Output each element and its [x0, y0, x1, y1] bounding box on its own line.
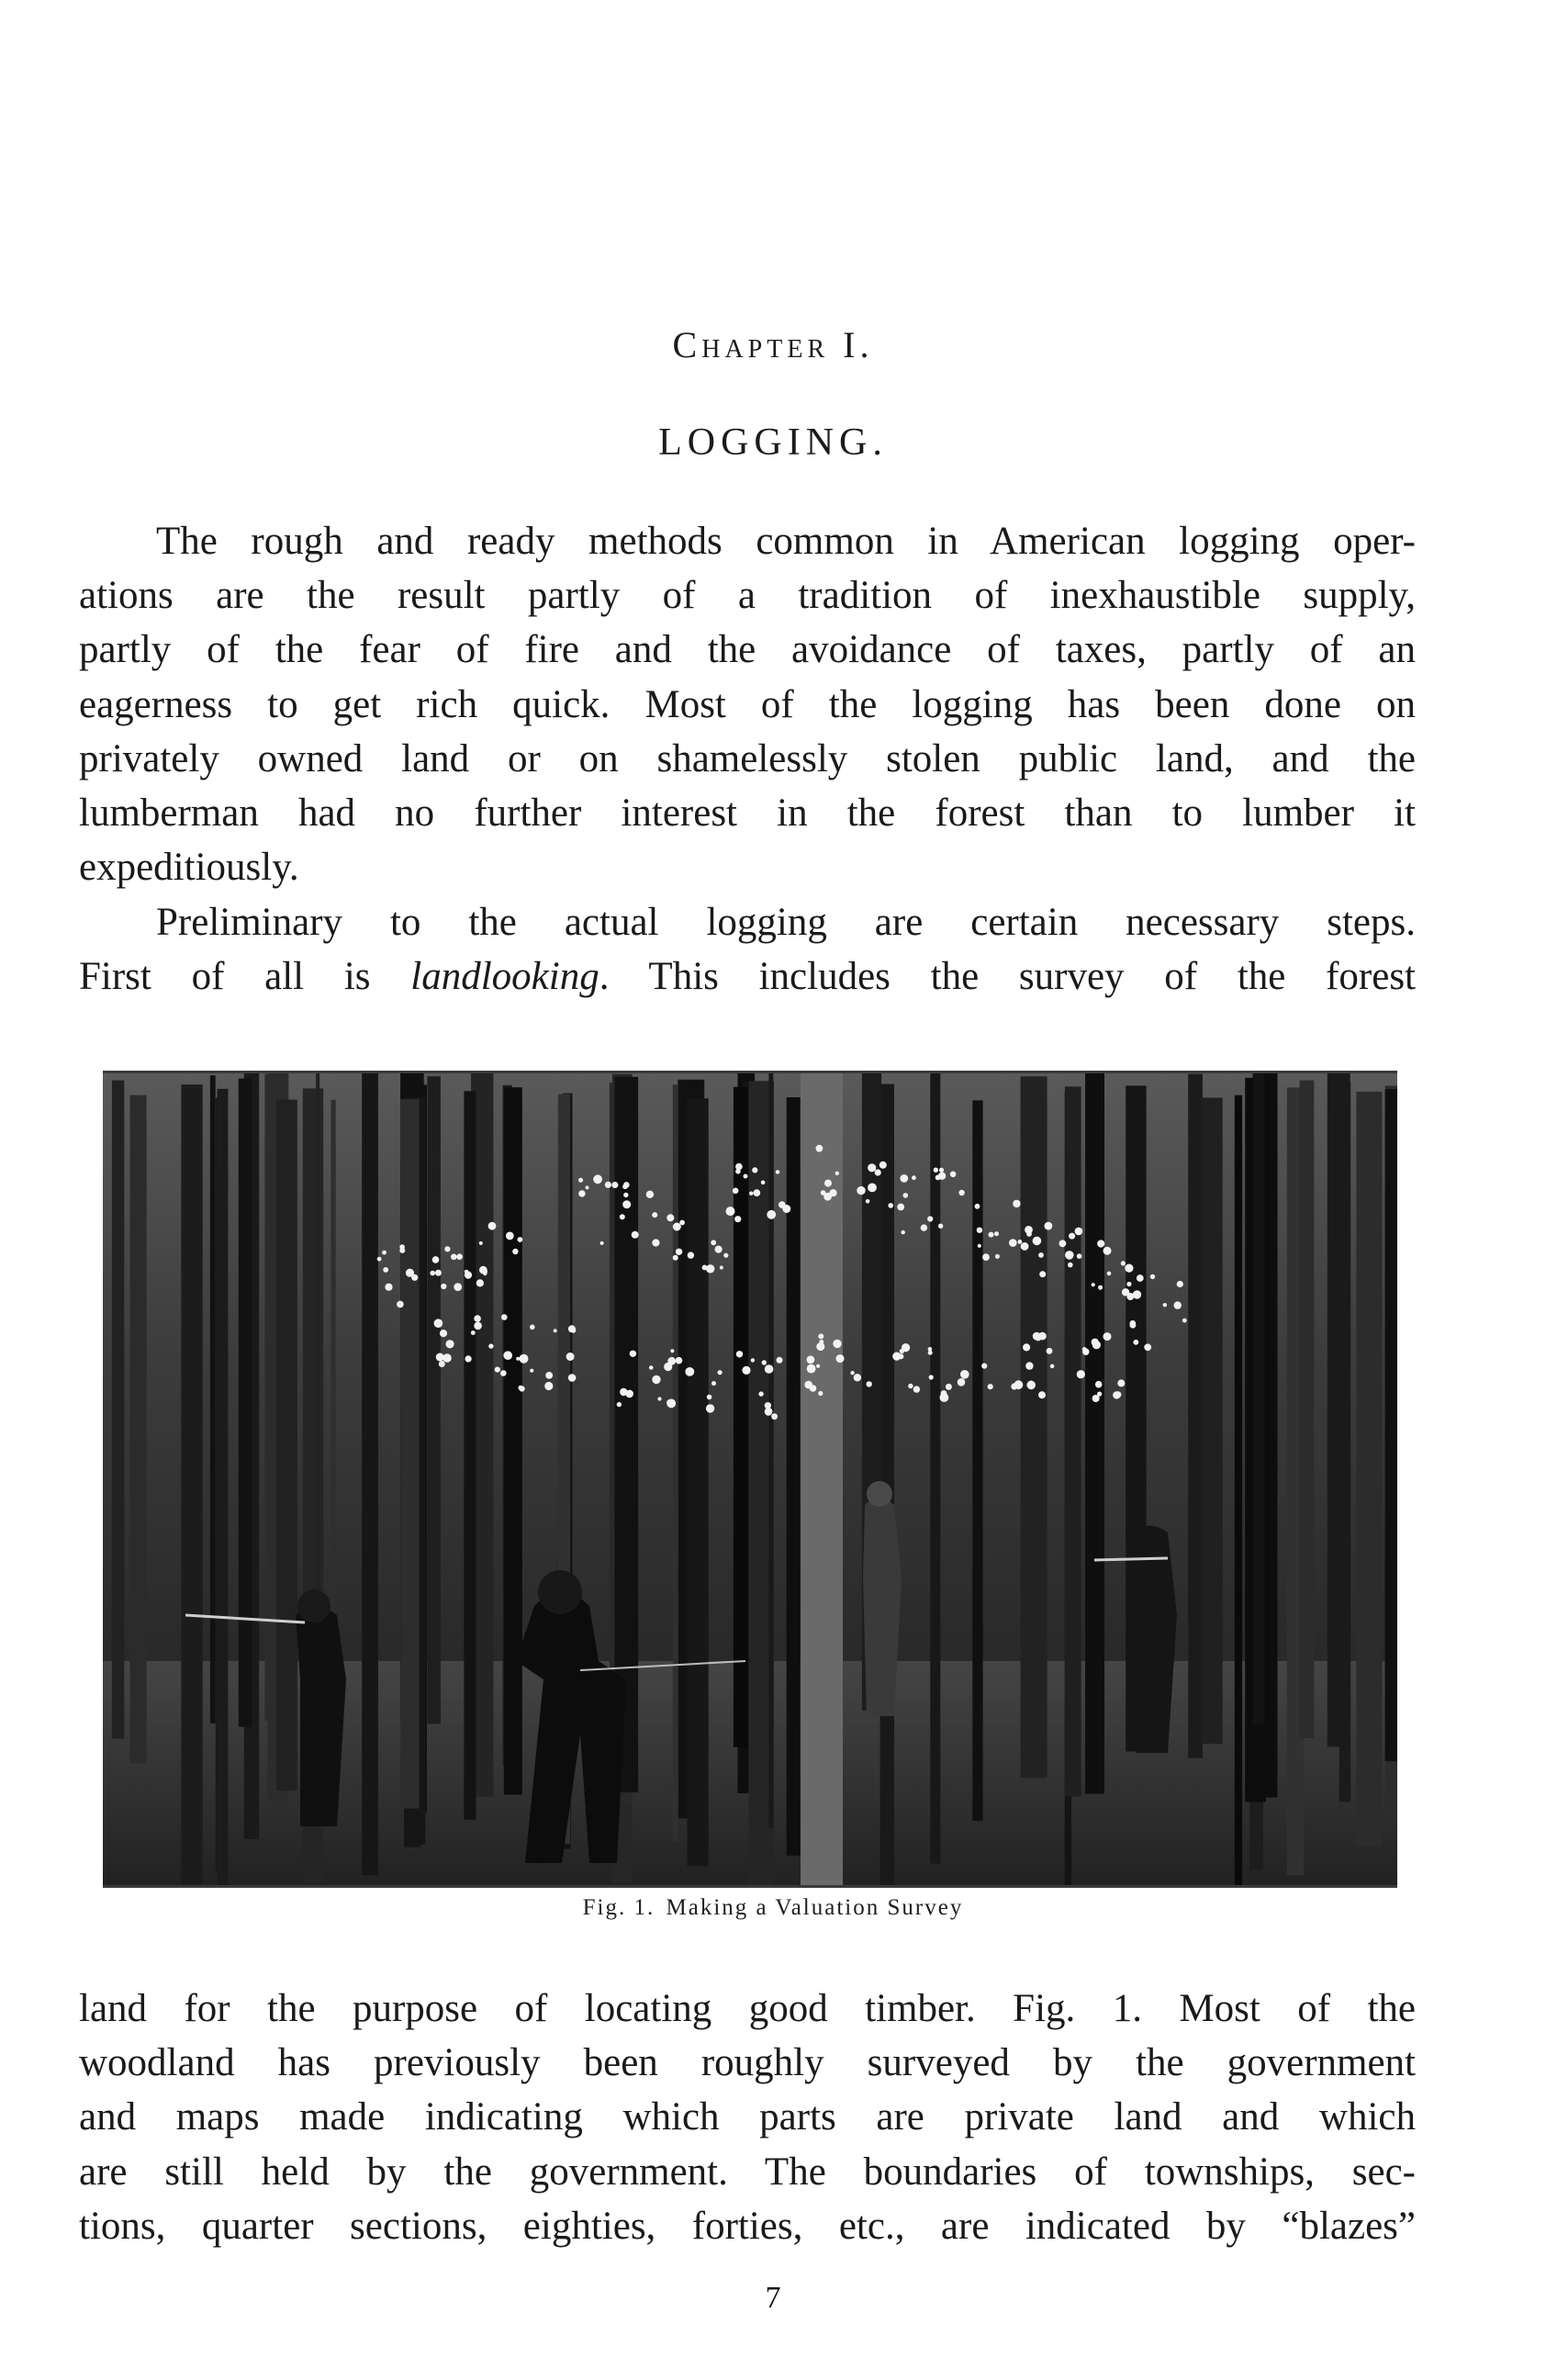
light-dot — [436, 1353, 444, 1362]
light-dot — [451, 1254, 457, 1261]
light-dot — [617, 1402, 622, 1407]
light-dot — [1038, 1391, 1046, 1398]
light-dot — [465, 1270, 469, 1274]
light-dot — [816, 1145, 823, 1152]
text-line: eagerness to get rich quick. Most of the logging has been done on — [79, 682, 1416, 726]
light-dot — [776, 1170, 779, 1173]
light-dot — [1059, 1240, 1067, 1247]
light-dot — [946, 1384, 952, 1390]
forest-photo-image — [103, 1073, 1397, 1885]
tree-trunk — [1328, 1073, 1350, 1746]
light-dot — [397, 1301, 404, 1308]
light-dot — [978, 1244, 981, 1248]
light-dot — [1163, 1303, 1167, 1307]
light-dot — [1025, 1362, 1033, 1369]
tree-trunk — [1188, 1074, 1203, 1758]
figure-photo — [103, 1071, 1397, 1888]
light-dot — [518, 1237, 523, 1242]
text-line — [79, 949, 1416, 1004]
figure-caption — [0, 1895, 1546, 1921]
light-dot — [476, 1279, 484, 1286]
light-dot — [1103, 1247, 1112, 1255]
light-dot — [752, 1167, 757, 1173]
tree-trunk — [1065, 1086, 1081, 1796]
light-dot — [989, 1232, 994, 1238]
light-dot — [432, 1256, 440, 1263]
light-dot — [824, 1180, 832, 1187]
light-dot — [912, 1175, 916, 1180]
light-dot — [649, 1365, 654, 1370]
light-dot — [1028, 1381, 1033, 1386]
light-dot — [1117, 1379, 1125, 1386]
light-dot — [1021, 1242, 1029, 1251]
light-dot — [399, 1248, 405, 1253]
light-dot — [1182, 1319, 1187, 1323]
light-dot — [652, 1212, 657, 1218]
section-title: LOGGING. — [658, 421, 888, 464]
light-dot — [734, 1216, 741, 1222]
paragraph-2 — [79, 895, 1416, 1004]
light-dot — [1130, 1322, 1137, 1329]
light-dot — [833, 1192, 837, 1196]
text-line: partly of the fear of fire and the avoidance of taxes, partly of an — [79, 628, 1416, 672]
light-dot — [1103, 1332, 1112, 1341]
light-dot — [652, 1239, 659, 1246]
light-dot — [474, 1322, 482, 1330]
light-dot — [1077, 1253, 1082, 1259]
light-dot — [921, 1224, 927, 1230]
light-dot — [749, 1192, 753, 1196]
light-dot — [908, 1384, 913, 1388]
tree-trunk — [112, 1081, 124, 1739]
light-dot — [593, 1174, 602, 1184]
light-dot — [928, 1351, 933, 1355]
light-dot — [868, 1184, 877, 1193]
light-dot — [1039, 1271, 1046, 1277]
tree-trunk — [688, 1098, 709, 1866]
light-dot — [1077, 1370, 1085, 1378]
text-line: tions, quarter sections, eighties, forties, etc., are indicated by “blazes” — [79, 2204, 1416, 2248]
light-dot — [935, 1175, 941, 1181]
light-dot — [566, 1353, 575, 1361]
light-dot — [503, 1351, 512, 1360]
light-dot — [385, 1284, 392, 1291]
light-dot — [1126, 1282, 1131, 1286]
light-dot — [1144, 1343, 1151, 1351]
light-dot — [646, 1191, 654, 1198]
light-dot — [1113, 1391, 1120, 1398]
light-dot — [706, 1404, 714, 1412]
light-dot — [726, 1207, 735, 1216]
light-dot — [474, 1315, 481, 1322]
light-dot — [568, 1325, 576, 1332]
tree-trunk — [1235, 1095, 1242, 1885]
light-dot — [501, 1314, 508, 1320]
caption-text: Making a Valuation Survey — [666, 1895, 964, 1920]
light-dot — [819, 1340, 823, 1344]
light-dot — [1075, 1228, 1083, 1236]
light-dot — [667, 1357, 676, 1365]
light-dot — [762, 1360, 767, 1364]
tree-trunk — [276, 1100, 297, 1791]
light-dot — [753, 1189, 760, 1196]
light-dot — [652, 1375, 660, 1384]
light-dot — [620, 1214, 625, 1219]
light-dot — [1065, 1251, 1074, 1260]
light-dot — [816, 1364, 820, 1368]
light-dot — [488, 1222, 497, 1230]
light-dot — [676, 1249, 682, 1255]
light-dot — [443, 1353, 452, 1363]
light-dot — [903, 1193, 909, 1198]
paragraph-1 — [79, 514, 1416, 894]
tree-trunk — [427, 1076, 441, 1723]
light-dot — [718, 1370, 723, 1375]
light-dot — [810, 1385, 817, 1392]
light-dot — [495, 1367, 500, 1373]
light-dot — [835, 1172, 839, 1175]
text-line: lumberman had no further interest in the forest than to lumber it — [79, 791, 1416, 836]
light-dot — [441, 1284, 446, 1289]
light-dot — [1023, 1343, 1030, 1351]
light-dot — [836, 1354, 845, 1363]
tree-trunk — [768, 1073, 773, 1828]
light-dot — [667, 1399, 676, 1409]
light-dot — [779, 1201, 786, 1208]
light-dot — [982, 1253, 990, 1261]
tree-trunk — [1085, 1073, 1104, 1794]
light-dot — [1137, 1274, 1144, 1282]
light-dot — [439, 1361, 445, 1367]
light-dot — [927, 1216, 933, 1221]
tree-trunk — [464, 1091, 476, 1820]
light-dot — [605, 1182, 611, 1188]
light-dot — [554, 1329, 557, 1332]
light-dot — [1174, 1301, 1182, 1308]
light-dot — [1050, 1364, 1055, 1369]
tree-trunk — [673, 1084, 678, 1841]
light-dot — [1095, 1381, 1103, 1388]
light-dot — [711, 1240, 716, 1245]
light-dot — [1150, 1274, 1155, 1279]
light-dot — [823, 1193, 832, 1201]
light-dot — [879, 1162, 887, 1169]
light-dot — [900, 1349, 904, 1353]
light-dot — [994, 1231, 999, 1236]
tree-trunk — [1356, 1092, 1382, 1847]
light-dot — [622, 1184, 628, 1190]
light-dot — [465, 1355, 472, 1362]
light-dot — [950, 1172, 957, 1178]
light-dot — [545, 1372, 553, 1379]
light-dot — [673, 1223, 681, 1231]
light-dot — [744, 1174, 748, 1179]
light-dot — [1009, 1239, 1017, 1247]
light-dot — [1097, 1392, 1102, 1397]
light-dot — [958, 1190, 964, 1196]
light-dot — [941, 1390, 947, 1397]
light-dot — [1045, 1222, 1053, 1230]
light-dot — [530, 1369, 533, 1373]
light-dot — [456, 1253, 463, 1260]
light-dot — [679, 1220, 685, 1226]
light-dot — [622, 1200, 631, 1208]
light-dot — [900, 1174, 908, 1183]
light-dot — [818, 1391, 823, 1396]
light-dot — [777, 1357, 783, 1364]
tree-trunk — [181, 1084, 202, 1884]
light-dot — [706, 1264, 714, 1273]
light-dot — [685, 1367, 694, 1376]
light-dot — [720, 1266, 723, 1270]
tree-trunk — [1201, 1098, 1223, 1745]
light-dot — [530, 1325, 535, 1330]
light-dot — [934, 1168, 938, 1173]
light-dot — [440, 1330, 447, 1337]
light-dot — [1092, 1341, 1101, 1349]
light-dot — [1121, 1261, 1126, 1265]
light-dot — [977, 1228, 982, 1233]
light-dot — [850, 1371, 854, 1375]
text-line: are still held by the government. The boundaries of townships, sec- — [79, 2150, 1416, 2194]
light-dot — [544, 1382, 553, 1390]
light-dot — [818, 1333, 823, 1339]
light-dot — [1133, 1290, 1141, 1298]
text-line: The rough and ready methods common in American logging oper- — [156, 520, 1416, 563]
light-dot — [1025, 1226, 1033, 1234]
text-line: Preliminary to the actual logging are certain necessary steps. — [156, 901, 1416, 944]
tree-trunk — [239, 1079, 252, 1727]
light-dot — [377, 1257, 382, 1262]
light-dot — [520, 1386, 525, 1391]
light-dot — [623, 1193, 628, 1197]
light-dot — [867, 1381, 872, 1386]
light-dot — [892, 1353, 901, 1361]
light-dot — [938, 1224, 943, 1229]
light-dot — [1125, 1264, 1133, 1273]
light-dot — [1092, 1283, 1095, 1286]
light-dot — [733, 1188, 739, 1195]
light-dot — [857, 1186, 865, 1195]
light-dot — [771, 1413, 778, 1420]
light-dot — [736, 1351, 743, 1357]
light-dot — [1018, 1240, 1023, 1244]
tree-trunk — [734, 1087, 748, 1747]
paragraph-3 — [79, 1981, 1416, 2253]
light-dot — [632, 1231, 639, 1239]
light-dot — [902, 1230, 905, 1234]
text-line: woodland has previously been roughly surveyed by the government — [79, 2041, 1416, 2085]
light-dot — [888, 1203, 893, 1208]
light-dot — [1038, 1252, 1044, 1258]
light-dot — [1082, 1349, 1089, 1355]
light-dot — [435, 1270, 442, 1276]
light-dot — [758, 1391, 763, 1396]
light-dot — [434, 1319, 443, 1328]
light-dot — [913, 1386, 920, 1392]
light-dot — [1097, 1240, 1104, 1247]
light-dot — [1069, 1233, 1075, 1240]
italic-term: landlooking — [410, 955, 599, 999]
tree-trunk — [210, 1075, 216, 1723]
light-dot — [1047, 1348, 1053, 1354]
light-dot — [500, 1370, 507, 1376]
light-dot — [578, 1178, 583, 1183]
light-dot — [488, 1343, 493, 1348]
light-dot — [454, 1283, 462, 1291]
light-dot — [676, 1357, 683, 1364]
light-dot — [995, 1254, 1000, 1259]
light-dot — [1013, 1200, 1020, 1207]
tree-trunk — [1300, 1081, 1315, 1738]
light-dot — [765, 1402, 771, 1409]
light-dot — [761, 1181, 766, 1185]
light-dot — [520, 1354, 529, 1364]
light-dot — [988, 1384, 993, 1389]
tree-trunk — [218, 1089, 229, 1885]
page-number: 7 — [765, 2281, 781, 2315]
light-dot — [767, 1210, 776, 1219]
light-dot — [586, 1185, 589, 1189]
tree-trunk — [1253, 1073, 1265, 1724]
light-dot — [929, 1375, 934, 1379]
light-dot — [630, 1351, 636, 1357]
light-dot — [723, 1253, 728, 1258]
light-dot — [382, 1251, 386, 1255]
light-dot — [939, 1168, 944, 1173]
light-dot — [981, 1364, 987, 1369]
text-run: . This includes the survey of the forest — [599, 955, 1416, 999]
light-dot — [960, 1370, 969, 1379]
light-dot — [707, 1395, 712, 1400]
light-dot — [1098, 1285, 1103, 1290]
light-dot — [406, 1269, 414, 1277]
light-dot — [444, 1246, 450, 1252]
text-line: ations are the result partly of a tradition of inexhaustible supply, — [79, 574, 1416, 618]
light-dot — [673, 1255, 678, 1261]
light-dot — [620, 1388, 627, 1396]
light-dot — [383, 1267, 388, 1273]
tree-trunk — [504, 1087, 522, 1794]
light-dot — [430, 1271, 435, 1276]
light-dot — [479, 1266, 487, 1274]
light-dot — [742, 1366, 750, 1375]
light-dot — [1011, 1383, 1017, 1389]
light-dot — [446, 1340, 454, 1348]
text-run: First of all is — [79, 955, 411, 999]
tree-trunk — [930, 1073, 940, 1864]
tree-trunk — [362, 1073, 378, 1875]
text-line: privately owned land or on shamelessly stolen public land, and the — [79, 736, 1416, 780]
light-dot — [471, 1330, 476, 1335]
tree-trunk — [801, 1073, 843, 1885]
light-dot — [506, 1232, 514, 1241]
light-dot — [1122, 1288, 1129, 1296]
light-dot — [1033, 1237, 1042, 1246]
light-dot — [688, 1252, 694, 1258]
light-dot — [866, 1199, 870, 1204]
light-dot — [833, 1340, 841, 1348]
light-dot — [479, 1241, 483, 1245]
light-dot — [958, 1378, 966, 1386]
tree-trunk — [1021, 1076, 1047, 1778]
light-dot — [657, 1397, 661, 1400]
light-dot — [1133, 1340, 1138, 1345]
chapter-heading: Chapter I. — [672, 324, 874, 365]
light-dot — [765, 1364, 774, 1374]
text-line: land for the purpose of locating good timber. Fig. 1. Most of the — [79, 1987, 1416, 2030]
light-dot — [1068, 1263, 1073, 1268]
light-dot — [1035, 1334, 1042, 1342]
light-dot — [516, 1357, 520, 1361]
light-dot — [897, 1204, 904, 1211]
tree-trunk — [1385, 1089, 1397, 1761]
tree-trunk — [400, 1099, 419, 1809]
tree-trunk — [130, 1095, 147, 1764]
light-dot — [868, 1163, 876, 1172]
light-dot — [854, 1374, 861, 1381]
light-dot — [975, 1204, 980, 1209]
light-dot — [670, 1349, 674, 1353]
light-dot — [611, 1182, 618, 1188]
light-dot — [578, 1190, 585, 1196]
light-dot — [751, 1358, 755, 1362]
text-line: and maps made indicating which parts are private land and which — [79, 2095, 1416, 2139]
light-dot — [807, 1364, 816, 1374]
light-dot — [667, 1214, 674, 1221]
caption-label: Fig. 1. — [582, 1895, 655, 1920]
light-dot — [711, 1381, 716, 1386]
light-dot — [715, 1246, 723, 1253]
light-dot — [735, 1163, 743, 1171]
light-dot — [568, 1374, 577, 1382]
light-dot — [875, 1169, 881, 1175]
light-dot — [600, 1241, 604, 1245]
light-dot — [807, 1355, 815, 1364]
text-line: expeditiously. — [79, 846, 299, 890]
light-dot — [512, 1249, 518, 1254]
light-dot — [1107, 1272, 1112, 1276]
light-dot — [1177, 1281, 1183, 1287]
